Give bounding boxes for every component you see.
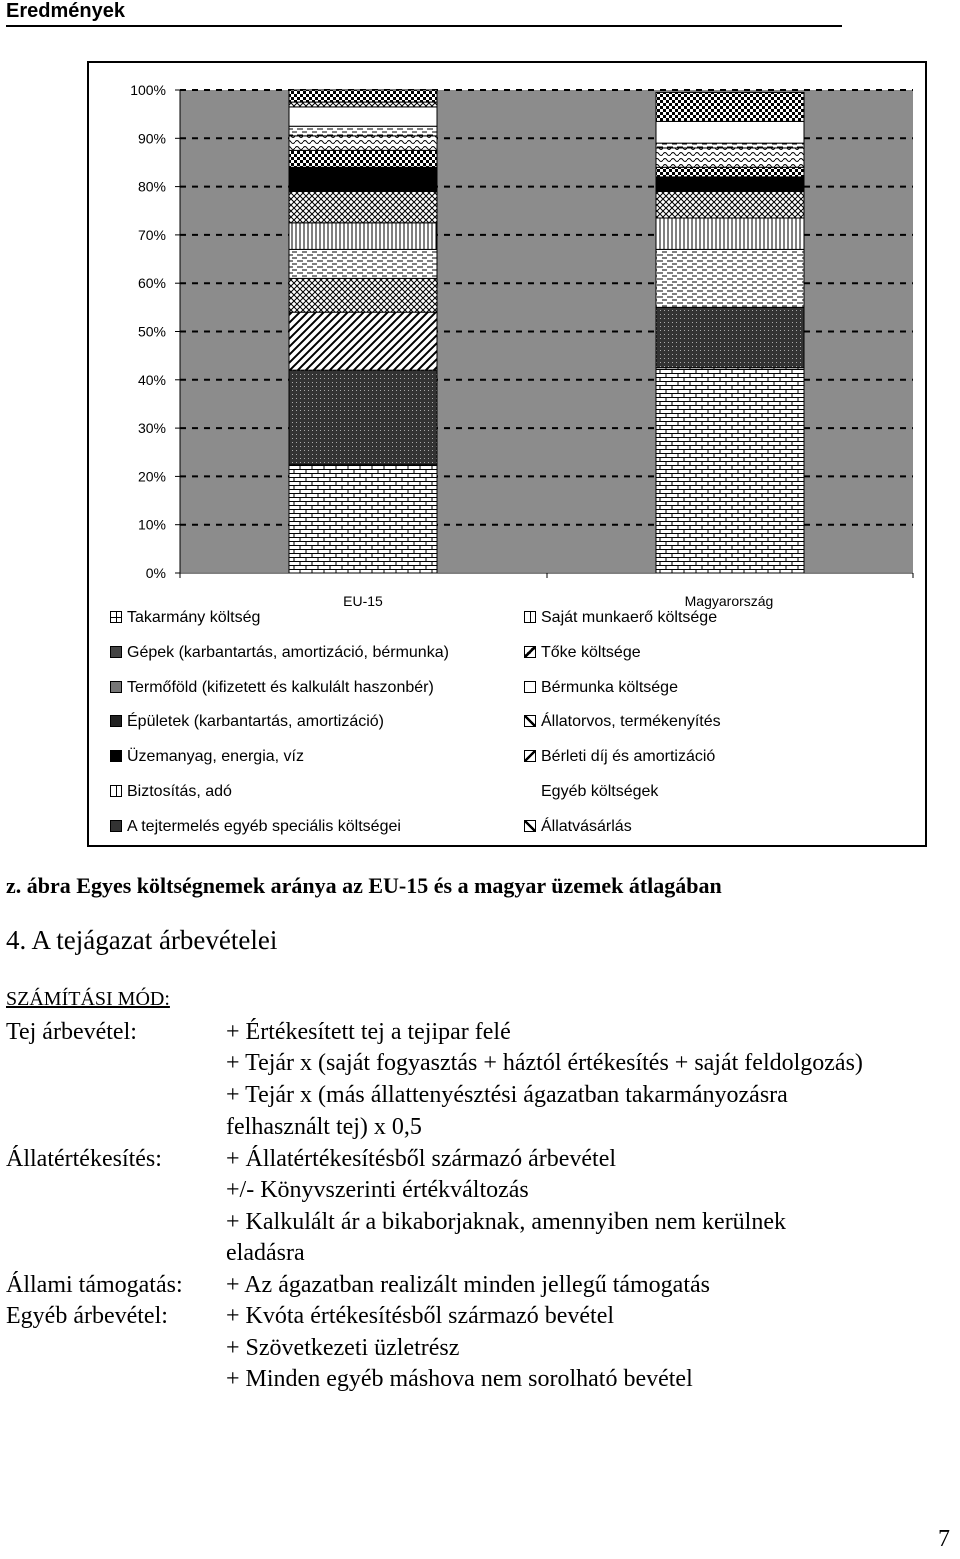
row-line: + Tejár x (más állattenyésztési ágazatban takarmányozásra — [226, 1082, 788, 1108]
legend-label: Állatvásárlás — [541, 818, 632, 835]
row-label-milk: Tej árbevétel: — [6, 1019, 137, 1045]
legend-label: Bérmunka költsége — [541, 679, 678, 696]
page-number: 7 — [938, 1526, 950, 1552]
y-tick-label: 0% — [145, 565, 166, 581]
row-label-animal-sales: Állatértékesítés: — [6, 1146, 162, 1172]
method-label: SZÁMÍTÁSI MÓD: — [6, 988, 170, 1010]
row-line: + Szövetkezeti üzletrész — [226, 1335, 460, 1361]
row-line: + Minden egyéb máshova nem sorolható bevétel — [226, 1366, 693, 1392]
page-heading: Eredmények — [6, 0, 125, 22]
y-tick-label: 60% — [137, 275, 166, 292]
row-label-other-revenue: Egyéb árbevétel: — [6, 1303, 168, 1329]
row-line: eladásra — [226, 1240, 305, 1266]
figure-caption: z. ábra Egyes költségnemek aránya az EU-15 és a magyar üzemek átlagában — [6, 873, 722, 898]
legend-label: A tejtermelés egyéb speciális költségei — [127, 818, 401, 835]
row-label-subsidy: Állami támogatás: — [6, 1272, 183, 1298]
legend-label: Egyéb költségek — [541, 783, 659, 800]
legend-label: Takarmány költség — [127, 609, 261, 626]
row-line: + Az ágazatban realizált minden jellegű támogatás — [226, 1272, 710, 1298]
legend-label: Állatorvos, termékenyítés — [541, 713, 721, 730]
y-tick-label: 40% — [137, 371, 166, 388]
legend-label: Saját munkaerő költsége — [541, 609, 718, 626]
legend-label: Tőke költsége — [541, 644, 641, 661]
legend-label: Bérleti díj és amortizáció — [541, 748, 716, 765]
row-line: felhasznált tej) x 0,5 — [226, 1114, 422, 1140]
y-tick-label: 10% — [137, 516, 166, 533]
row-line: + Állatértékesítésből származó árbevétel — [226, 1146, 617, 1172]
row-line: + Kvóta értékesítésből származó bevétel — [226, 1303, 615, 1329]
row-line: + Értékesített tej a tejipar felé — [226, 1019, 511, 1045]
y-tick-label: 50% — [137, 323, 166, 340]
category-label-hungary: Magyarország — [684, 593, 774, 609]
legend-label: Üzemanyag, energia, víz — [127, 748, 304, 765]
row-line: +/- Könyvszerinti értékváltozás — [226, 1177, 529, 1203]
row-line: + Tejár x (saját fogyasztás + háztól értékesítés + saját feldolgozás) — [226, 1050, 863, 1076]
legend-label: Termőföld (kifizetett és kalkulált haszonbér) — [127, 679, 434, 696]
y-tick-label: 20% — [137, 468, 166, 485]
row-line: + Kalkulált ár a bikaborjaknak, amennyiben nem kerülnek — [226, 1209, 787, 1235]
heading-rule — [6, 25, 842, 27]
y-tick-label: 100% — [130, 82, 166, 98]
category-label-eu15: EU-15 — [343, 593, 383, 609]
y-tick-label: 90% — [137, 130, 166, 147]
y-tick-label: 70% — [137, 226, 166, 243]
legend-label: Épületek (karbantartás, amortizáció) — [127, 713, 384, 730]
y-tick-label: 30% — [137, 420, 166, 437]
legend-label: Gépek (karbantartás, amortizáció, bérmunka) — [127, 644, 449, 661]
y-tick-label: 80% — [137, 178, 166, 195]
chart-frame — [87, 61, 927, 847]
section-title: 4. A tejágazat árbevételei — [6, 925, 278, 955]
legend-label: Biztosítás, adó — [127, 783, 232, 800]
